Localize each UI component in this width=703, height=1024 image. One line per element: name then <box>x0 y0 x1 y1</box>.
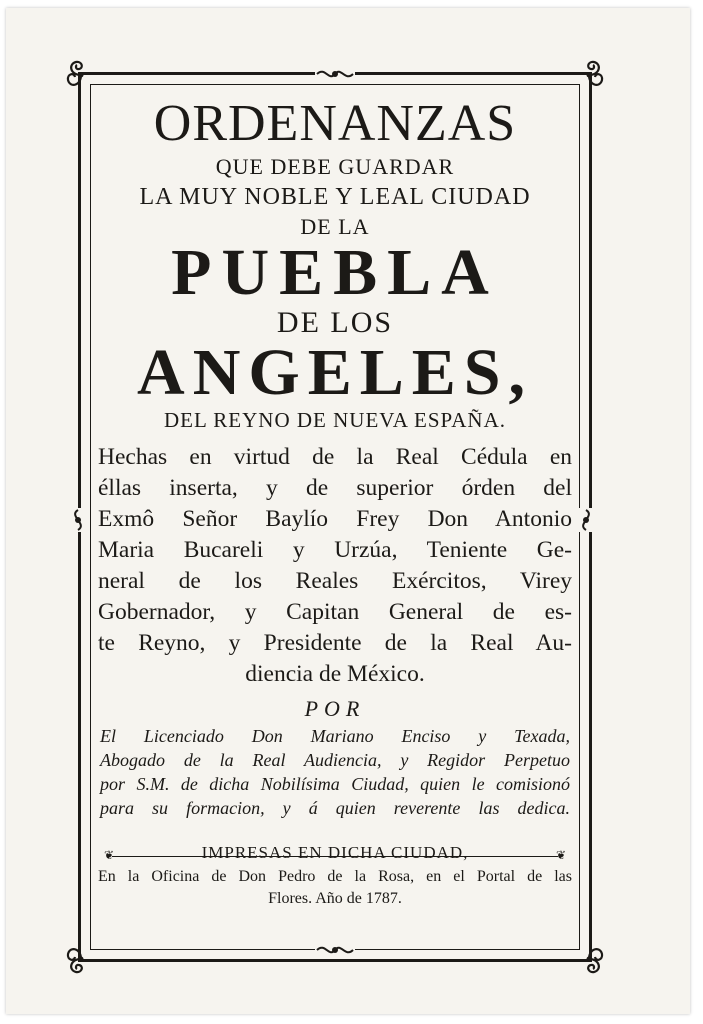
divider-left-fleuron: ❦ <box>104 848 115 862</box>
corner-scroll-ornament <box>572 942 606 976</box>
title-page-text <box>96 94 574 910</box>
subtitle-ciudad: LA MUY NOBLE Y LEAL CIUDAD <box>139 184 531 210</box>
author-line: Abogado de la Real Audiencia, y Regidor Perpetuo <box>100 750 570 770</box>
imprint-line: Flores. Año de 1787. <box>268 890 402 907</box>
body-line: éllas inserta, y de superior órden del <box>98 475 572 501</box>
author-line: El Licenciado Don Mariano Enciso y Texada, <box>100 726 570 746</box>
por-heading: POR <box>304 696 366 721</box>
body-paragraph <box>96 442 574 690</box>
corner-scroll-ornament <box>64 942 98 976</box>
corner-scroll-ornament <box>572 58 606 92</box>
city-name-puebla: PUEBLA <box>171 236 499 309</box>
right-fleuron-ornament <box>572 508 600 532</box>
body-line: Exmô Señor Baylío Frey Don Antonio <box>98 506 572 532</box>
body-line: Hechas en virtud de la Real Cédula en <box>98 444 572 470</box>
subtitle-que-debe-guardar: QUE DEBE GUARDAR <box>215 154 455 179</box>
divider-right-fleuron: ❦ <box>556 848 567 862</box>
author-line: por S.M. de dicha Nobilísima Ciudad, quien le comisionó <box>100 774 570 794</box>
author-line: para su formacion, y á quien reverente las dedica. <box>100 798 570 818</box>
body-line: neral de los Reales Exércitos, Virey <box>98 568 572 594</box>
imprint-line: En la Oficina de Don Pedro de la Rosa, en el Portal de las <box>98 868 572 885</box>
imprint-divider-rule <box>112 856 558 857</box>
left-fleuron-ornament <box>64 508 92 532</box>
subtitle-de-la: DE LA <box>300 214 370 239</box>
bottom-fleuron-ornament <box>315 942 355 958</box>
body-line: te Reyno, y Presidente de la Real Au- <box>98 630 572 656</box>
corner-scroll-ornament <box>64 58 98 92</box>
body-line: Maria Bucareli y Urzúa, Teniente Ge- <box>98 537 572 563</box>
author-paragraph <box>96 724 574 820</box>
subtitle-reyno: DEL REYNO DE NUEVA ESPAÑA. <box>164 408 506 432</box>
top-fleuron-ornament <box>315 66 355 82</box>
city-name-angeles: ANGELES, <box>137 336 533 409</box>
subtitle-de-los: DE LOS <box>276 306 394 339</box>
imprint-heading: IMPRESAS EN DICHA CIUDAD, <box>201 843 469 862</box>
main-title: ORDENANZAS <box>153 95 517 152</box>
body-line: diencia de México. <box>245 661 425 687</box>
body-line: Gobernador, y Capitan General de es- <box>98 599 572 625</box>
